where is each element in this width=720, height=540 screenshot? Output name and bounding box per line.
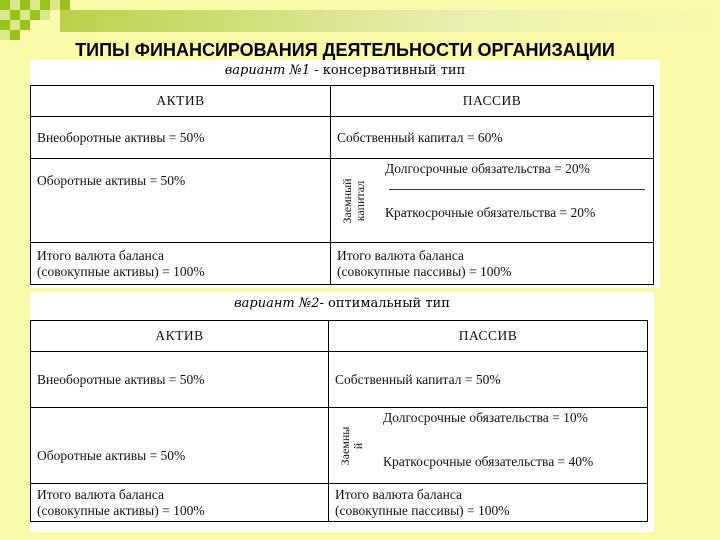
borrowed-capital-label — [331, 159, 377, 242]
table-row — [31, 408, 648, 484]
liability-total-cell — [331, 243, 654, 285]
divider-line — [389, 189, 645, 190]
current-assets-text: Оборотные активы = 50% — [37, 173, 186, 188]
asset-total-line2: (совокупные активы) = 100% — [37, 263, 205, 279]
current-assets-cell — [31, 408, 329, 484]
borrowed-capital-text: Заемный капитал — [340, 177, 367, 224]
short-term-liabilities: Краткосрочные обязательства = 40% — [383, 454, 594, 469]
asset-total-cell — [31, 484, 329, 522]
borrowed-capital-label — [329, 408, 375, 483]
current-assets-cell — [31, 159, 331, 243]
variant1-title — [30, 63, 660, 78]
table-row — [31, 117, 654, 159]
variant1-name: вариант №1 — [224, 63, 311, 78]
table-row — [31, 352, 648, 408]
variant2-name: вариант №2 — [234, 296, 320, 311]
asset-total-cell — [31, 243, 331, 285]
short-term-liabilities: Краткосрочные обязательства = 20% — [385, 205, 596, 220]
equity-cell: Собственный капитал = 50% — [329, 352, 648, 408]
asset-total-line2: (совокупные активы) = 100% — [37, 502, 205, 518]
table-row — [31, 484, 648, 522]
equity-cell: Собственный капитал = 60% — [331, 117, 654, 159]
borrowed-capital-text: Заемны й — [338, 426, 365, 465]
variant2-type: - оптимальный тип — [319, 296, 450, 311]
liability-total-line1: Итого валюта баланса — [337, 247, 465, 263]
long-term-liabilities: Долгосрочные обязательства = 20% — [385, 161, 590, 176]
borrowed-capital-cell — [329, 408, 648, 484]
variant2-panel — [30, 292, 654, 532]
current-assets-text: Оборотные активы = 50% — [37, 448, 186, 463]
noncurrent-assets-cell: Внеоборотные активы = 50% — [31, 352, 329, 408]
asset-header: АКТИВ — [31, 321, 329, 352]
asset-header: АКТИВ — [31, 86, 331, 117]
borrowed-capital-cell — [331, 159, 654, 243]
table-row — [31, 86, 654, 117]
liability-total-line2: (совокупные пассивы) = 100% — [335, 502, 510, 518]
liability-total-cell — [329, 484, 648, 522]
variant1-type: - консервативный тип — [310, 63, 466, 78]
variant2-balance-table — [30, 320, 648, 522]
variant2-title — [30, 296, 654, 311]
table-row — [31, 243, 654, 285]
table-row — [31, 159, 654, 243]
page-title: ТИПЫ ФИНАНСИРОВАНИЯ ДЕЯТЕЛЬНОСТИ ОРГАНИЗАЦИИ — [75, 40, 615, 60]
table-row — [31, 321, 648, 352]
long-term-liabilities: Долгосрочные обязательства = 10% — [383, 410, 588, 425]
liability-header: ПАССИВ — [331, 86, 654, 117]
asset-total-line1: Итого валюта баланса — [37, 486, 165, 502]
noncurrent-assets-cell: Внеоборотные активы = 50% — [31, 117, 331, 159]
decorative-checker-pattern — [0, 0, 720, 42]
liability-total-line1: Итого валюта баланса — [335, 486, 463, 502]
liability-header: ПАССИВ — [329, 321, 648, 352]
asset-total-line1: Итого валюта баланса — [37, 247, 165, 263]
variant1-panel — [30, 60, 660, 288]
liability-total-line2: (совокупные пассивы) = 100% — [337, 263, 512, 279]
variant1-balance-table — [30, 85, 654, 285]
